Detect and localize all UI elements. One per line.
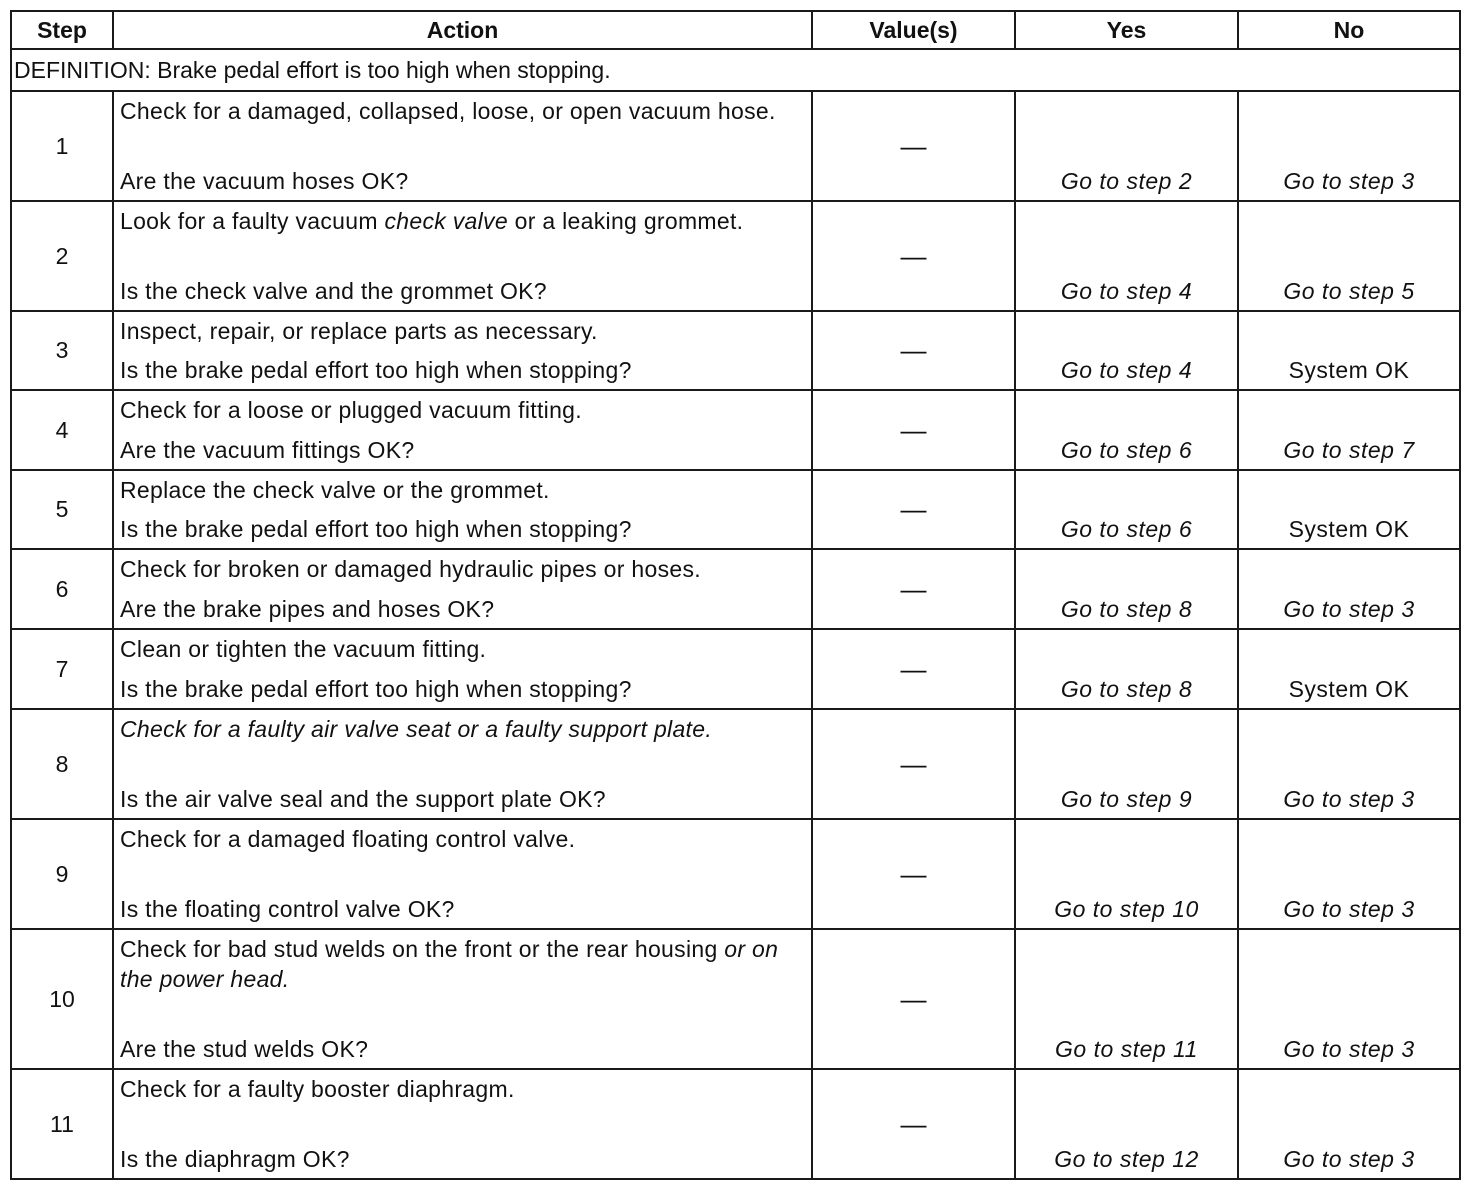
step-number: 8 (11, 709, 113, 819)
action-question-text: Are the vacuum hoses OK? (120, 168, 409, 194)
header-yes: Yes (1015, 11, 1238, 49)
action-question-text: Are the vacuum fittings OK? (120, 437, 415, 463)
header-row (11, 11, 1460, 49)
step-number: 9 (11, 819, 113, 929)
step-number: 2 (11, 201, 113, 311)
no-cell: Go to step 3 (1238, 549, 1460, 629)
table-row (11, 709, 1460, 819)
table-row (11, 91, 1460, 201)
action-cell (113, 91, 812, 201)
step-number: 4 (11, 390, 113, 470)
value-cell: — (812, 91, 1015, 201)
value-cell: — (812, 709, 1015, 819)
header-values: Value(s) (812, 11, 1015, 49)
yes-cell: Go to step 6 (1015, 390, 1238, 470)
no-cell: Go to step 7 (1238, 390, 1460, 470)
yes-cell: Go to step 6 (1015, 470, 1238, 549)
action-cell (113, 549, 812, 629)
table-row (11, 629, 1460, 709)
no-cell: Go to step 3 (1238, 709, 1460, 819)
action-question-text: Are the stud welds OK? (120, 1036, 369, 1062)
action-check-text: Check for a faulty air valve seat or a faulty support plate. (120, 716, 713, 742)
action-cell (113, 1069, 812, 1179)
header-no: No (1238, 11, 1460, 49)
header-action: Action (113, 11, 812, 49)
table-row (11, 470, 1460, 549)
yes-cell: Go to step 12 (1015, 1069, 1238, 1179)
table-row (11, 390, 1460, 470)
action-question-text: Are the brake pipes and hoses OK? (120, 596, 495, 622)
action-question-text: Is the brake pedal effort too high when stopping? (120, 357, 632, 383)
yes-cell: Go to step 8 (1015, 549, 1238, 629)
no-cell: Go to step 3 (1238, 1069, 1460, 1179)
value-cell: — (812, 390, 1015, 470)
action-question-text: Is the floating control valve OK? (120, 896, 455, 922)
value-cell: — (812, 819, 1015, 929)
action-check-text: Look for a faulty vacuum check valve or a leaking grommet. (120, 208, 744, 234)
step-number: 5 (11, 470, 113, 549)
table-row (11, 549, 1460, 629)
yes-cell: Go to step 4 (1015, 311, 1238, 390)
value-cell: — (812, 1069, 1015, 1179)
definition-row (11, 49, 1460, 91)
action-question-text: Is the brake pedal effort too high when stopping? (120, 516, 632, 542)
action-question-text: Is the brake pedal effort too high when stopping? (120, 676, 632, 702)
action-cell (113, 470, 812, 549)
yes-cell: Go to step 10 (1015, 819, 1238, 929)
action-check-text: Check for a faulty booster diaphragm. (120, 1076, 515, 1102)
value-cell: — (812, 549, 1015, 629)
value-cell: — (812, 470, 1015, 549)
action-question-text: Is the diaphragm OK? (120, 1146, 350, 1172)
no-cell: Go to step 3 (1238, 819, 1460, 929)
action-check-text: Check for broken or damaged hydraulic pipes or hoses. (120, 556, 701, 582)
step-number: 1 (11, 91, 113, 201)
definition-text: DEFINITION: Brake pedal effort is too high when stopping. (11, 49, 1460, 91)
yes-cell: Go to step 9 (1015, 709, 1238, 819)
no-cell: Go to step 5 (1238, 201, 1460, 311)
step-number: 3 (11, 311, 113, 390)
action-question-text: Is the air valve seal and the support plate OK? (120, 786, 606, 812)
yes-cell: Go to step 11 (1015, 929, 1238, 1069)
action-cell (113, 201, 812, 311)
step-number: 10 (11, 929, 113, 1069)
action-check-text: Check for bad stud welds on the front or the rear housing or on the power head. (120, 936, 779, 992)
action-cell (113, 929, 812, 1069)
table-row (11, 1069, 1460, 1179)
action-question-text: Is the check valve and the grommet OK? (120, 278, 547, 304)
action-cell (113, 390, 812, 470)
no-cell: System OK (1238, 470, 1460, 549)
action-check-text: Check for a loose or plugged vacuum fitting. (120, 397, 582, 423)
value-cell: — (812, 201, 1015, 311)
table-row (11, 201, 1460, 311)
no-cell: System OK (1238, 311, 1460, 390)
action-cell (113, 311, 812, 390)
table-row (11, 311, 1460, 390)
step-number: 7 (11, 629, 113, 709)
action-check-text: Clean or tighten the vacuum fitting. (120, 636, 487, 662)
action-cell (113, 629, 812, 709)
action-check-text: Check for a damaged floating control valve. (120, 826, 576, 852)
action-check-text: Inspect, repair, or replace parts as necessary. (120, 318, 598, 344)
action-check-text: Replace the check valve or the grommet. (120, 477, 550, 503)
yes-cell: Go to step 4 (1015, 201, 1238, 311)
no-cell: Go to step 3 (1238, 929, 1460, 1069)
no-cell: Go to step 3 (1238, 91, 1460, 201)
yes-cell: Go to step 8 (1015, 629, 1238, 709)
table-row (11, 819, 1460, 929)
diagnostic-table-container (10, 10, 1459, 1180)
value-cell: — (812, 629, 1015, 709)
value-cell: — (812, 929, 1015, 1069)
action-cell (113, 709, 812, 819)
value-cell: — (812, 311, 1015, 390)
action-check-text: Check for a damaged, collapsed, loose, or open vacuum hose. (120, 98, 776, 124)
yes-cell: Go to step 2 (1015, 91, 1238, 201)
step-number: 11 (11, 1069, 113, 1179)
table-row (11, 929, 1460, 1069)
step-number: 6 (11, 549, 113, 629)
action-cell (113, 819, 812, 929)
diagnostic-table (10, 10, 1461, 1180)
header-step: Step (11, 11, 113, 49)
no-cell: System OK (1238, 629, 1460, 709)
